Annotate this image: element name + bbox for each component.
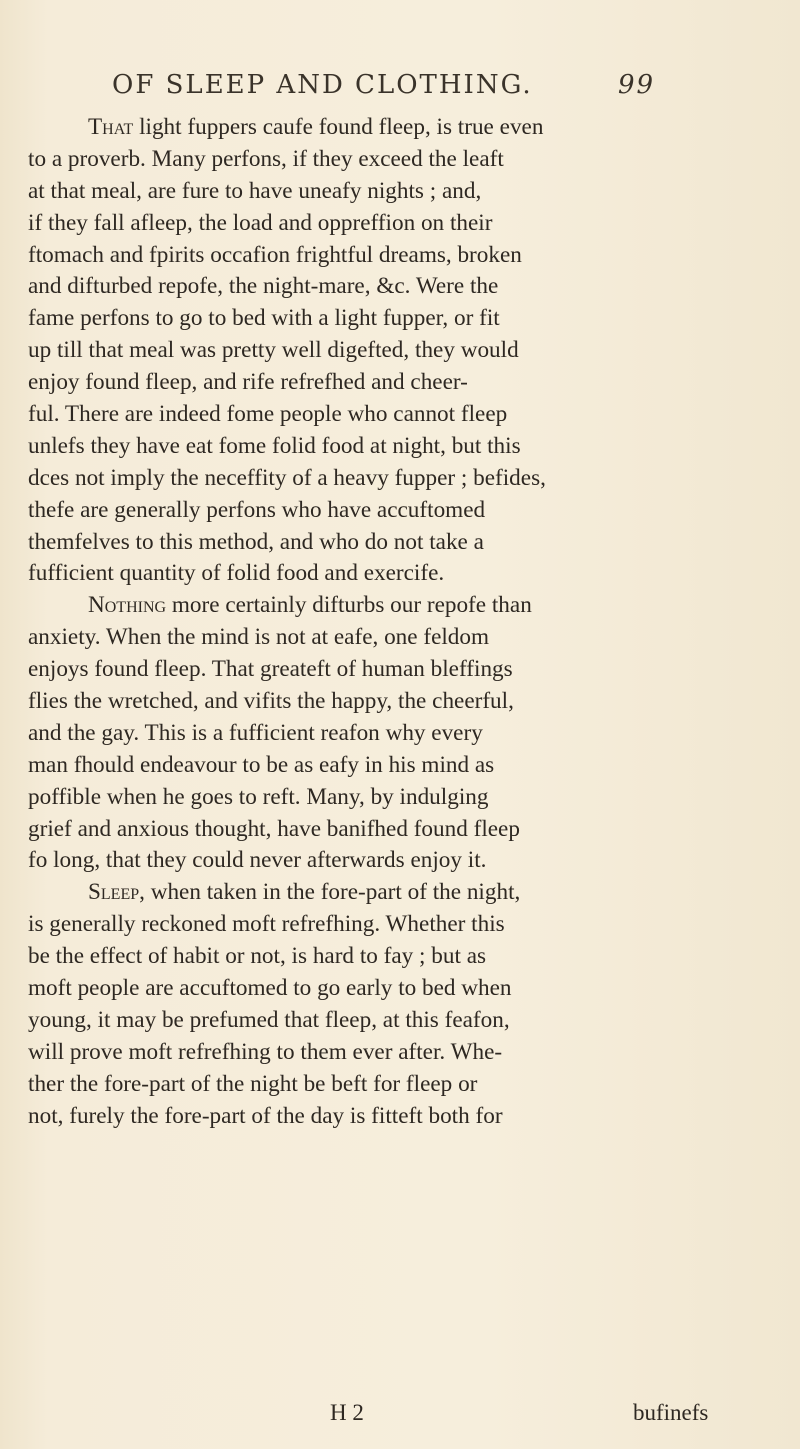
text-line: Nothing more certainly difturbs our repofe than (88, 592, 532, 619)
page-footer (0, 1400, 800, 1434)
paragraph (28, 112, 740, 590)
catchword: bufinefs (633, 1400, 709, 1425)
text-line: grief and anxious thought, have banifhed found fleep (28, 815, 520, 842)
text-line: fame perfons to go to bed with a light fupper, or fit (28, 305, 500, 332)
text-line: be the effect of habit or not, is hard to fay ; but as (28, 943, 487, 970)
header-title: OF SLEEP AND CLOTHING. (112, 70, 533, 100)
text-line: not, furely the fore-part of the day is fitteft both for (28, 1102, 503, 1129)
text-line: to a proverb. Many perfons, if they exceed the leaft (28, 145, 504, 172)
text-line: man fhould endeavour to be as eafy in his mind as (28, 751, 495, 778)
text-line: fufficient quantity of folid food and exercife. (28, 560, 445, 587)
text-line: up till that meal was pretty well digefted, they would (28, 337, 519, 364)
text-line: ftomach and fpirits occafion frightful dreams, broken (28, 241, 522, 268)
page-body (28, 112, 740, 1133)
text-line: is generally reckoned moft refrefhing. Whether this (28, 911, 505, 938)
text-line: thefe are generally perfons who have accuftomed (28, 496, 486, 523)
text-line: will prove moft refrefhing to them ever after. Whe- (28, 1038, 503, 1065)
text-line: Sleep, when taken in the fore-part of the night, (88, 879, 521, 906)
text-line: and difturbed repofe, the night-mare, &c. Were the (28, 273, 499, 300)
paragraph-lead: That (88, 114, 134, 140)
text-line: young, it may be prefumed that fleep, at this feafon, (28, 1006, 510, 1033)
text-line: at that meal, are fure to have uneafy nights ; and, (28, 177, 482, 204)
text-line: ful. There are indeed fome people who cannot fleep (28, 401, 508, 428)
text-line: unlefs they have eat fome folid food at night, but this (28, 432, 521, 459)
text-line: fo long, that they could never afterwards enjoy it. (28, 847, 487, 874)
paragraph-lead: Sleep, (88, 879, 145, 906)
text-line: flies the wretched, and vifits the happy, the cheerful, (28, 688, 514, 715)
page-number: 99 (618, 70, 656, 100)
signature-mark: H 2 (330, 1400, 364, 1425)
text-line: themfelves to this method, and who do not take a (28, 528, 484, 555)
paragraph-lead: Nothing (88, 592, 167, 619)
text-line: poffible when he goes to reft. Many, by indulging (28, 783, 489, 810)
text-line: That light fuppers caufe found fleep, is true even (88, 114, 544, 140)
text-line: and the gay. This is a fufficient reafon why every (28, 719, 483, 746)
text-line: if they fall afleep, the load and oppreffion on their (28, 209, 493, 236)
text-line: moft people are accuftomed to go early to bed when (28, 975, 512, 1002)
paragraph (28, 590, 740, 877)
text-line: anxiety. When the mind is not at eafe, one feldom (28, 624, 490, 651)
text-line: enjoys found fleep. That greateft of human bleffings (28, 656, 513, 683)
text-line: enjoy found fleep, and rife refrefhed and cheer- (28, 369, 468, 396)
text-line: ther the fore-part of the night be beft for fleep or (28, 1070, 478, 1097)
running-header (112, 70, 672, 110)
paragraph (28, 877, 740, 1132)
text-line: dces not imply the neceffity of a heavy fupper ; befides, (28, 464, 546, 491)
